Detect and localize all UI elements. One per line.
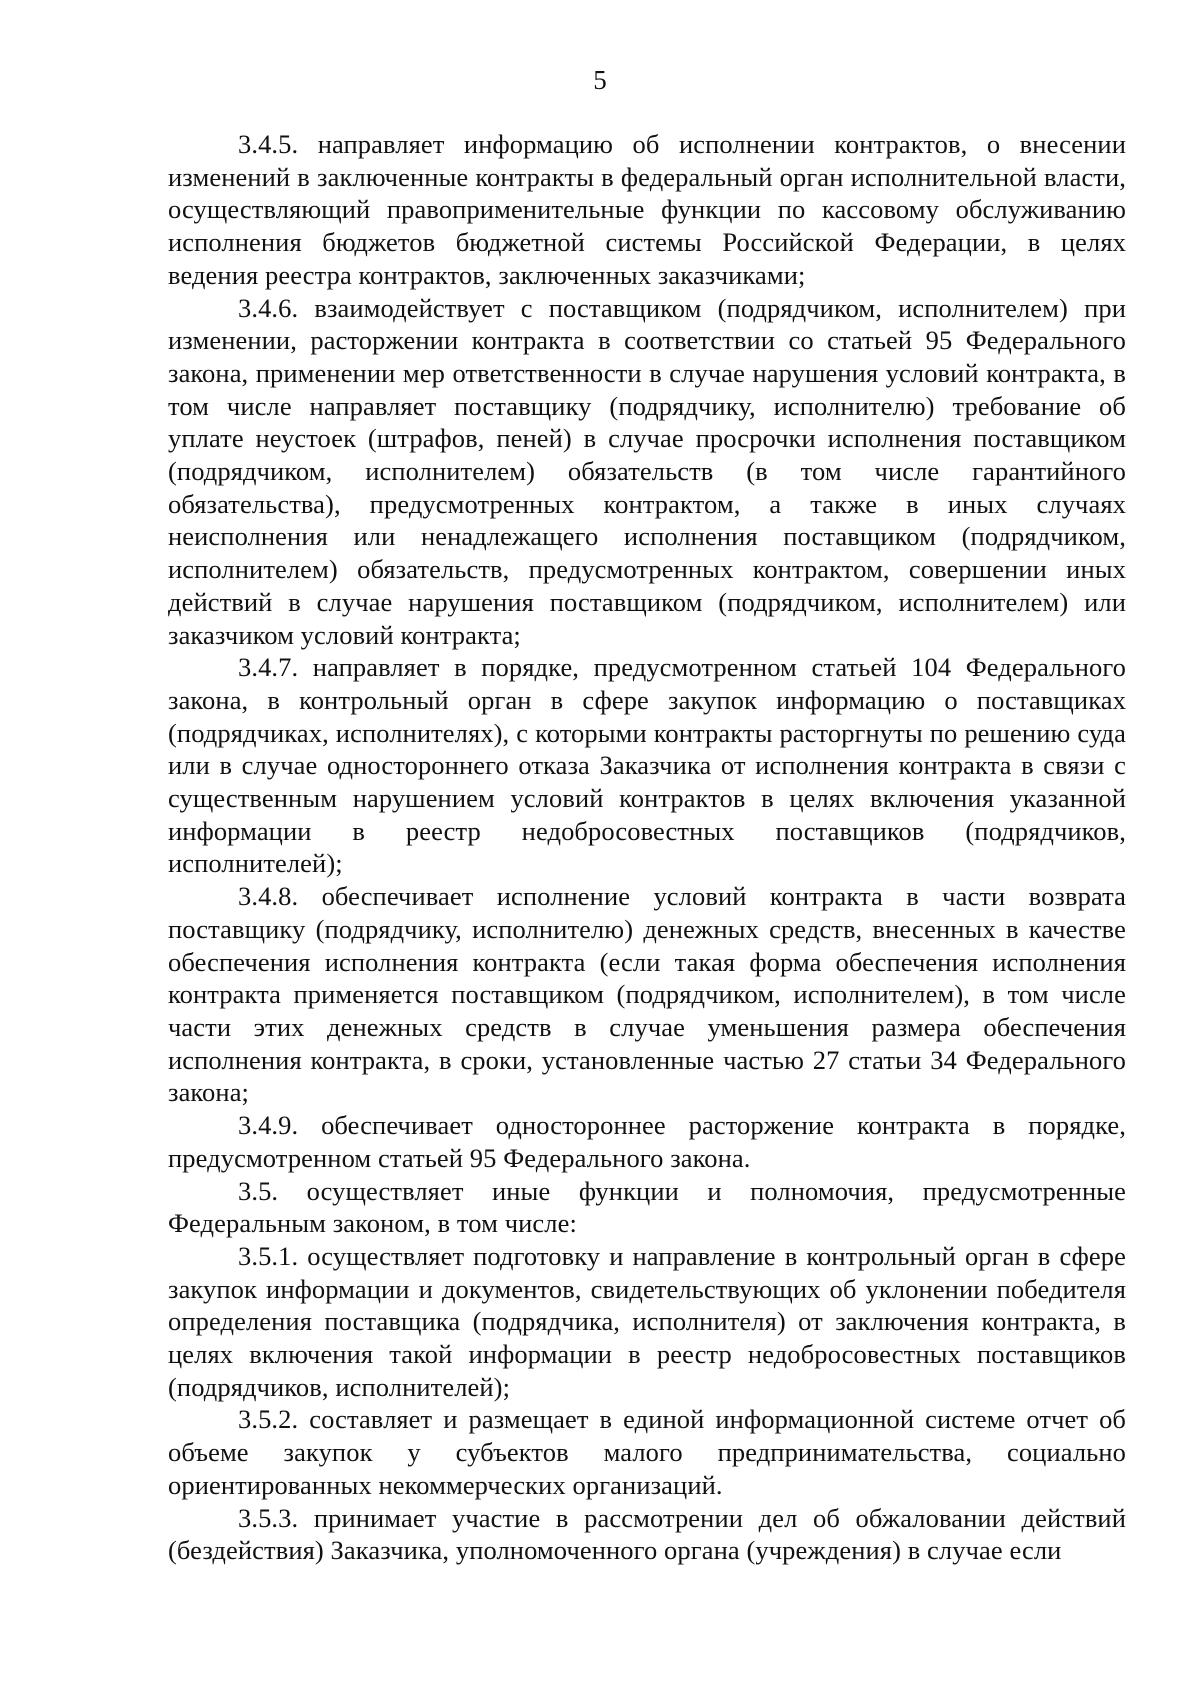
page-number: 5 [593, 65, 607, 95]
paragraph-3-4-8: 3.4.8. обеспечивает исполнение условий контракта в части возврата поставщику (подрядчику, исполнителю) денежных средств, внесенных в качестве обеспечения исполнения контракта (если такая форма обеспечения исполнения контракта применяется поставщиком (подрядчиком, исполнителем), в том числе части этих денежных средств в случае уменьшения размера обеспечения исполнения контракта, в сроки, установленные частью 27 статьи 34 Федерального закона; [168, 881, 1126, 1108]
paragraph-3-4-5: 3.4.5. направляет информацию об исполнении контрактов, о внесении изменений в заключенные контракты в федеральный орган исполнительной власти, осуществляющий правоприменительные функции по кассовому обслуживанию исполнения бюджетов бюджетной системы Российской Федерации, в целях ведения реестра контрактов, заключенных заказчиками; [168, 129, 1126, 290]
paragraph-3-5-2: 3.5.2. составляет и размещает в единой информационной системе отчет об объеме закупок у субъектов малого предпринимательства, социально ориентированных некоммерческих организаций. [168, 1404, 1126, 1500]
paragraph-3-4-6: 3.4.6. взаимодействует с поставщиком (подрядчиком, исполнителем) при изменении, расторжении контракта в соответствии со статьей 95 Федерального закона, применении мер ответственности в случае нарушения условий контракта, в том числе направляет поставщику (подрядчику, исполнителю) требование об уплате неустоек (штрафов, пеней) в случае просрочки исполнения поставщиком (подрядчиком, исполнителем) обязательств (в том числе гарантийного обязательства), предусмотренных контрактом, а также в иных случаях неисполнения или ненадлежащего исполнения поставщиком (подрядчиком, исполнителем) обязательств, предусмотренных контрактом, совершении иных действий в случае нарушения поставщиком (подрядчиком, исполнителем) или заказчиком условий контракта; [168, 292, 1126, 650]
paragraph-3-5-3: 3.5.3. принимает участие в рассмотрении дел об обжаловании действий (бездействия) Заказчика, уполномоченного органа (учреждения) в случае если [168, 1502, 1126, 1566]
paragraph-3-4-9: 3.4.9. обеспечивает одностороннее расторжение контракта в порядке, предусмотренном статьей 95 Федерального закона. [168, 1110, 1126, 1173]
paragraph-3-5: 3.5. осуществляет иные функции и полномочия, предусмотренные Федеральным законом, в том числе: [168, 1175, 1126, 1239]
paragraph-3-5-1: 3.5.1. осуществляет подготовку и направление в контрольный орган в сфере закупок информации и документов, свидетельствующих об уклонении победителя определения поставщика (подрядчика, исполнителя) от заключения контракта, в целях включения такой информации в реестр недобросовестных поставщиков (подрядчиков, исполнителей); [168, 1240, 1126, 1402]
document-body [168, 128, 1126, 1567]
paragraph-3-4-7: 3.4.7. направляет в порядке, предусмотренном статьей 104 Федерального закона, в контрольный орган в сфере закупок информацию о поставщиках (подрядчиках, исполнителях), с которыми контракты расторгнуты по решению суда или в случае одностороннего отказа Заказчика от исполнения контракта в связи с существенным нарушением условий контрактов в целях включения указанной информации в реестр недобросовестных поставщиков (подрядчиков, исполнителей); [168, 652, 1126, 879]
